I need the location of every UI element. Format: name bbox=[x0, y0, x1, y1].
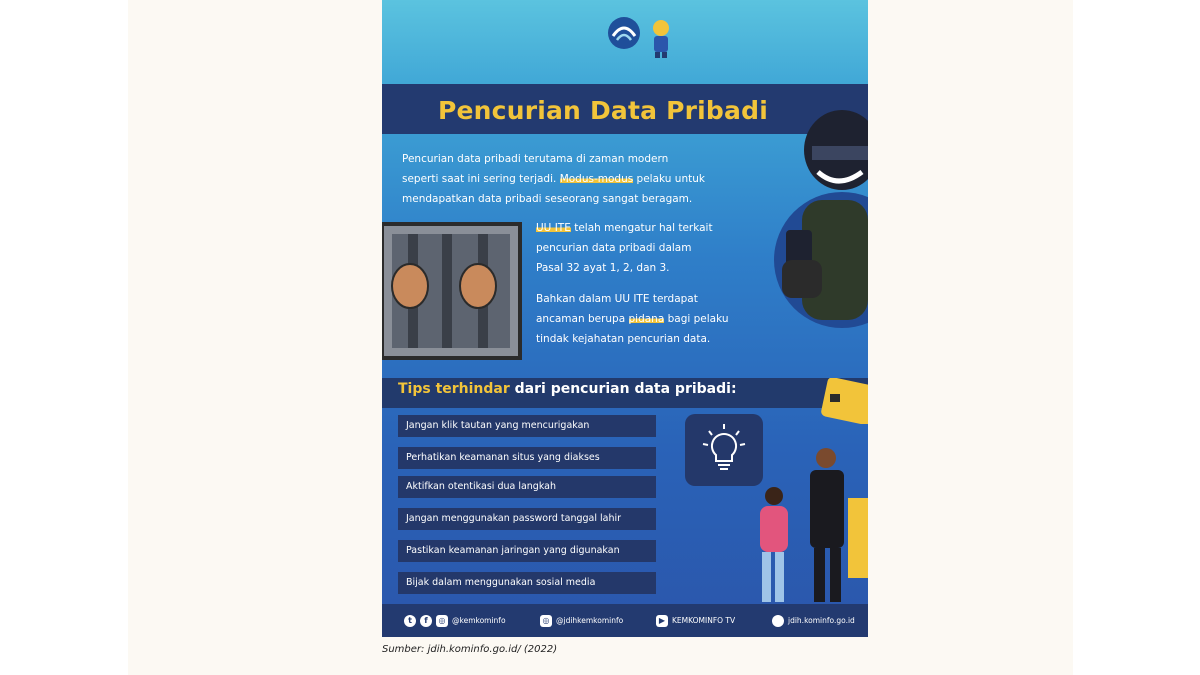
youtube-group bbox=[656, 604, 735, 637]
tip-item: Jangan menggunakan password tanggal lahir bbox=[398, 508, 656, 530]
jail-bars-icon bbox=[382, 220, 522, 360]
logo-row bbox=[382, 12, 868, 62]
penalty-paragraph: Bahkan dalam UU ITE terdapat ancaman berupa pidana bagi pelaku tindak kejahatan pencurian data. bbox=[536, 293, 729, 345]
website-url: jdih.kominfo.go.id bbox=[788, 616, 855, 625]
poster-footer bbox=[382, 604, 868, 637]
youtube-channel: KEMKOMINFO TV bbox=[672, 616, 736, 625]
image-caption: Sumber: jdih.kominfo.go.id/ (2022) bbox=[382, 644, 558, 655]
instagram-icon: ◎ bbox=[436, 615, 448, 627]
instagram-handle: @jdihkemkominfo bbox=[556, 616, 624, 625]
kominfo-logo-icon bbox=[607, 16, 641, 50]
globe-icon bbox=[772, 615, 784, 627]
poster-title: Pencurian Data Pribadi bbox=[438, 96, 768, 125]
credit-card-icon bbox=[820, 378, 868, 424]
twitter-icon: t bbox=[404, 615, 416, 627]
instagram-icon: ◎ bbox=[540, 615, 552, 627]
mascot-icon bbox=[648, 18, 674, 58]
tip-item: Jangan klik tautan yang mencurigakan bbox=[398, 415, 656, 437]
thief-icon bbox=[772, 110, 868, 340]
tip-item: Aktifkan otentikasi dua langkah bbox=[398, 476, 656, 498]
tip-item: Bijak dalam menggunakan sosial media bbox=[398, 572, 656, 594]
website-group bbox=[772, 604, 855, 637]
tips-heading: Tips terhindar dari pencurian data pribadi: bbox=[398, 381, 737, 397]
tip-item: Pastikan keamanan jaringan yang digunakan bbox=[398, 540, 656, 562]
law-paragraph: UU ITE telah mengatur hal terkait pencurian data pribadi dalam Pasal 32 ayat 1, 2, dan 3. bbox=[536, 222, 713, 274]
social-handle: @kemkominfo bbox=[452, 616, 506, 625]
youtube-icon: ▶ bbox=[656, 615, 668, 627]
infographic-image bbox=[382, 0, 868, 637]
intro-paragraph: Pencurian data pribadi terutama di zaman modern seperti saat ini sering terjadi. Modus-modus pelaku untuk mendapatkan data pribadi seseorang sangat beragam. bbox=[402, 153, 705, 205]
facebook-icon: f bbox=[420, 615, 432, 627]
instagram-handle-group bbox=[540, 604, 623, 637]
tip-item: Perhatikan keamanan situs yang diakses bbox=[398, 447, 656, 469]
social-handle-group bbox=[404, 604, 506, 637]
people-icon bbox=[744, 438, 868, 606]
